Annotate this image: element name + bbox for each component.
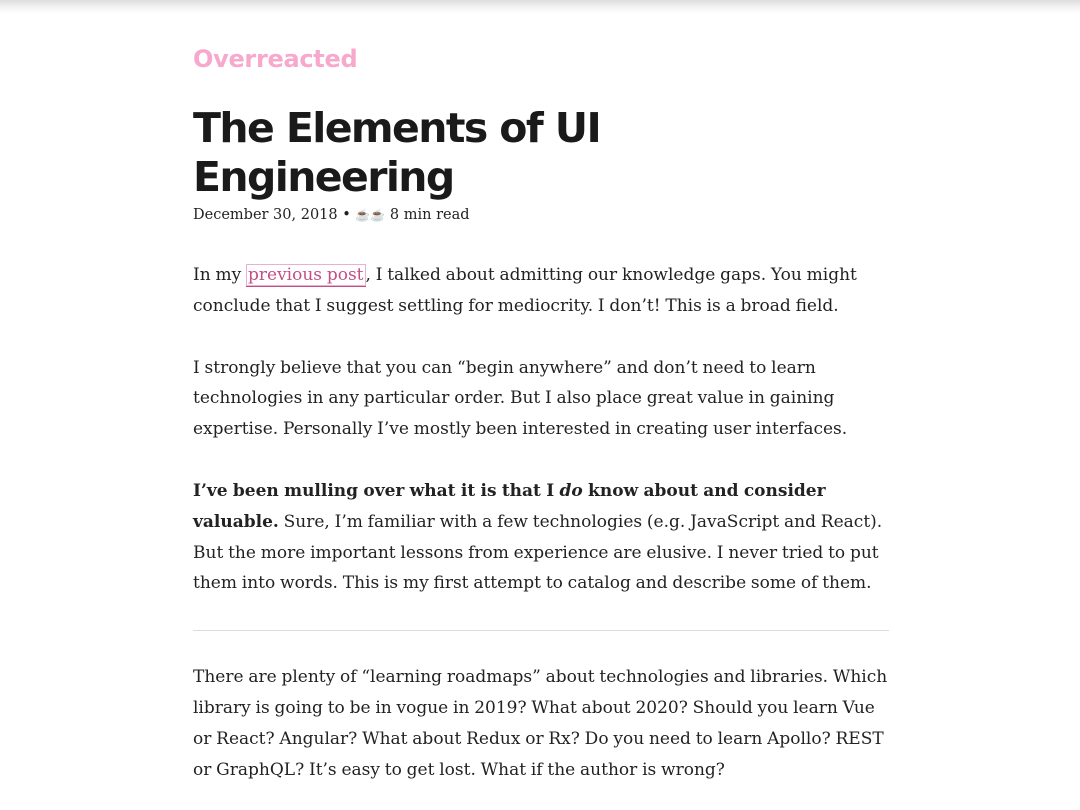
post-title: The Elements of UI Engineering (193, 104, 601, 201)
browser-top-shadow (0, 0, 1080, 14)
post-meta (193, 205, 470, 225)
post-date: December 30, 2018 (193, 207, 338, 223)
paragraph-3-bold-after: know about and consider valuable. (193, 480, 826, 532)
section-divider (193, 630, 889, 631)
meta-separator: • (342, 207, 351, 223)
article-body (193, 260, 889, 810)
paragraph-4: There are plenty of “learning roadmaps” about technologies and libraries. Which library is going to be in vogue in 2019? What about 2020? Should you learn Vue or React? Angular? What about Redux or Rx? Do you need to learn Apollo? REST or GraphQL? It’s easy to get lost. What if the author is wrong? (193, 667, 888, 780)
paragraph-3 (193, 476, 889, 599)
paragraph-1 (193, 260, 889, 322)
paragraph-3-emphasis: do (559, 480, 583, 501)
read-time: 8 min read (389, 207, 470, 223)
paragraph-3-rest: Sure, I’m familiar with a few technologies (e.g. JavaScript and React). But the more important lessons from experience are elusive. I never tried to put them into words. This is my first attempt to catalog and describe some of them. (193, 511, 883, 594)
coffee-cups-icon: ☕☕ (355, 208, 386, 222)
paragraph-1-text-before: In my (193, 265, 246, 285)
paragraph-3-bold-before: I’ve been mulling over what it is that I (193, 480, 560, 501)
paragraph-2: I strongly believe that you can “begin anywhere” and don’t need to learn technologies in any particular order. But I also place great value in gaining expertise. Personally I’ve mostly been interested in creating user interfaces. (193, 357, 848, 440)
paragraph-1-text-after: , I talked about admitting our knowledge gaps. You might conclude that I suggest settling for mediocrity. I don’t! This is a broad field. (193, 265, 857, 316)
previous-post-link[interactable]: previous post (248, 265, 364, 285)
site-title-link[interactable]: Overreacted (193, 45, 358, 73)
